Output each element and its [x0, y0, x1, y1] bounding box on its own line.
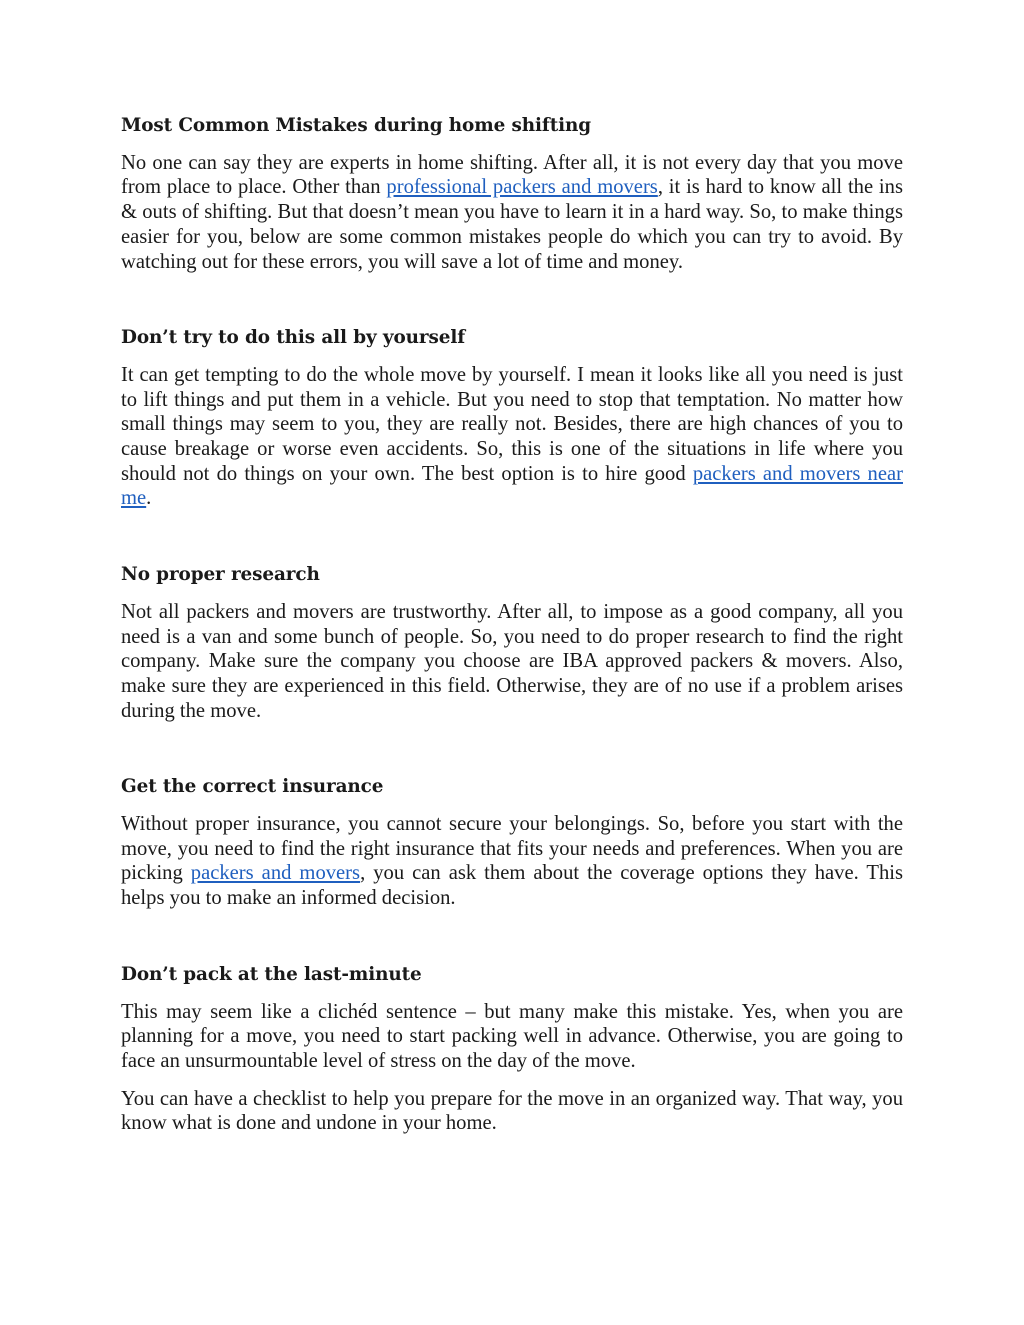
paragraph-text: . — [146, 487, 152, 510]
section-heading: Most Common Mistakes during home shifting — [121, 115, 592, 136]
paragraph-text: It can get tempting to do the whole move by yourself. I mean it looks like all you need is just to lift things and put them in a vehicle. But you need to stop that temptation. No matter how small things may seem to you, they are really not. Besides, there are high chances of you to cause breakage or worse even accidents. So, this is one of the situations in life where you should not do things on your own. The best option is to hire good — [121, 363, 903, 485]
section-paragraph — [121, 151, 903, 275]
section-common-mistakes — [121, 114, 903, 274]
link-professional-packers-and-movers[interactable]: professional packers and movers — [386, 176, 658, 199]
section-paragraph — [121, 363, 903, 511]
link-packers-and-movers[interactable]: packers and movers — [190, 862, 361, 885]
section-proper-research — [121, 563, 903, 723]
section-heading: Don’t pack at the last-minute — [121, 963, 422, 985]
section-do-it-yourself — [121, 326, 903, 511]
section-heading: Don’t try to do this all by yourself — [121, 327, 466, 349]
paragraph-text: No one can say they are experts in home shifting. After all, it is not every day that you move from place to place. Other than — [121, 151, 903, 199]
paragraph-text: , you can ask them about the coverage options they have. This helps you to make an informed decision. — [121, 862, 904, 910]
paragraph-text: Without proper insurance, you cannot secure your belongings. So, before you start with the move, you need to find the right insurance that fits your needs and preferences. When you are picking — [121, 813, 903, 885]
section-last-minute-packing — [121, 963, 903, 1136]
section-insurance — [121, 775, 903, 911]
section-paragraph: This may seem like a clichéd sentence – but many make this mistake. Yes, when you are planning for a move, you need to start packing well in advance. Otherwise, you are going to face an unsurmountable level of stress on the day of the move. — [121, 1000, 903, 1072]
section-paragraph: Not all packers and movers are trustworthy. After all, to impose as a good company, all you need is a van and some bunch of people. So, you need to do proper research to find the right company. Make sure the company you choose are IBA approved packers & movers. Also, make sure they are experienced in this field. Otherwise, they are of no use if a problem arises during the move. — [121, 600, 903, 722]
section-paragraph — [121, 812, 903, 911]
section-heading: Get the correct insurance — [121, 776, 384, 798]
link-packers-and-movers-near-me[interactable]: packers and movers near me — [121, 462, 903, 510]
paragraph-text: , it is hard to know all the ins & outs of shifting. But that doesn’t mean you have to learn it in a hard way. So, to make things easier for you, below are some common mistakes people do which you can try to avoid. By watching out for these errors, you will save a lot of time and money. — [121, 176, 903, 273]
section-paragraph: You can have a checklist to help you prepare for the move in an organized way. That way, you know what is done and undone in your home. — [121, 1087, 903, 1135]
document-page — [121, 114, 903, 1136]
section-heading: No proper research — [121, 564, 320, 586]
